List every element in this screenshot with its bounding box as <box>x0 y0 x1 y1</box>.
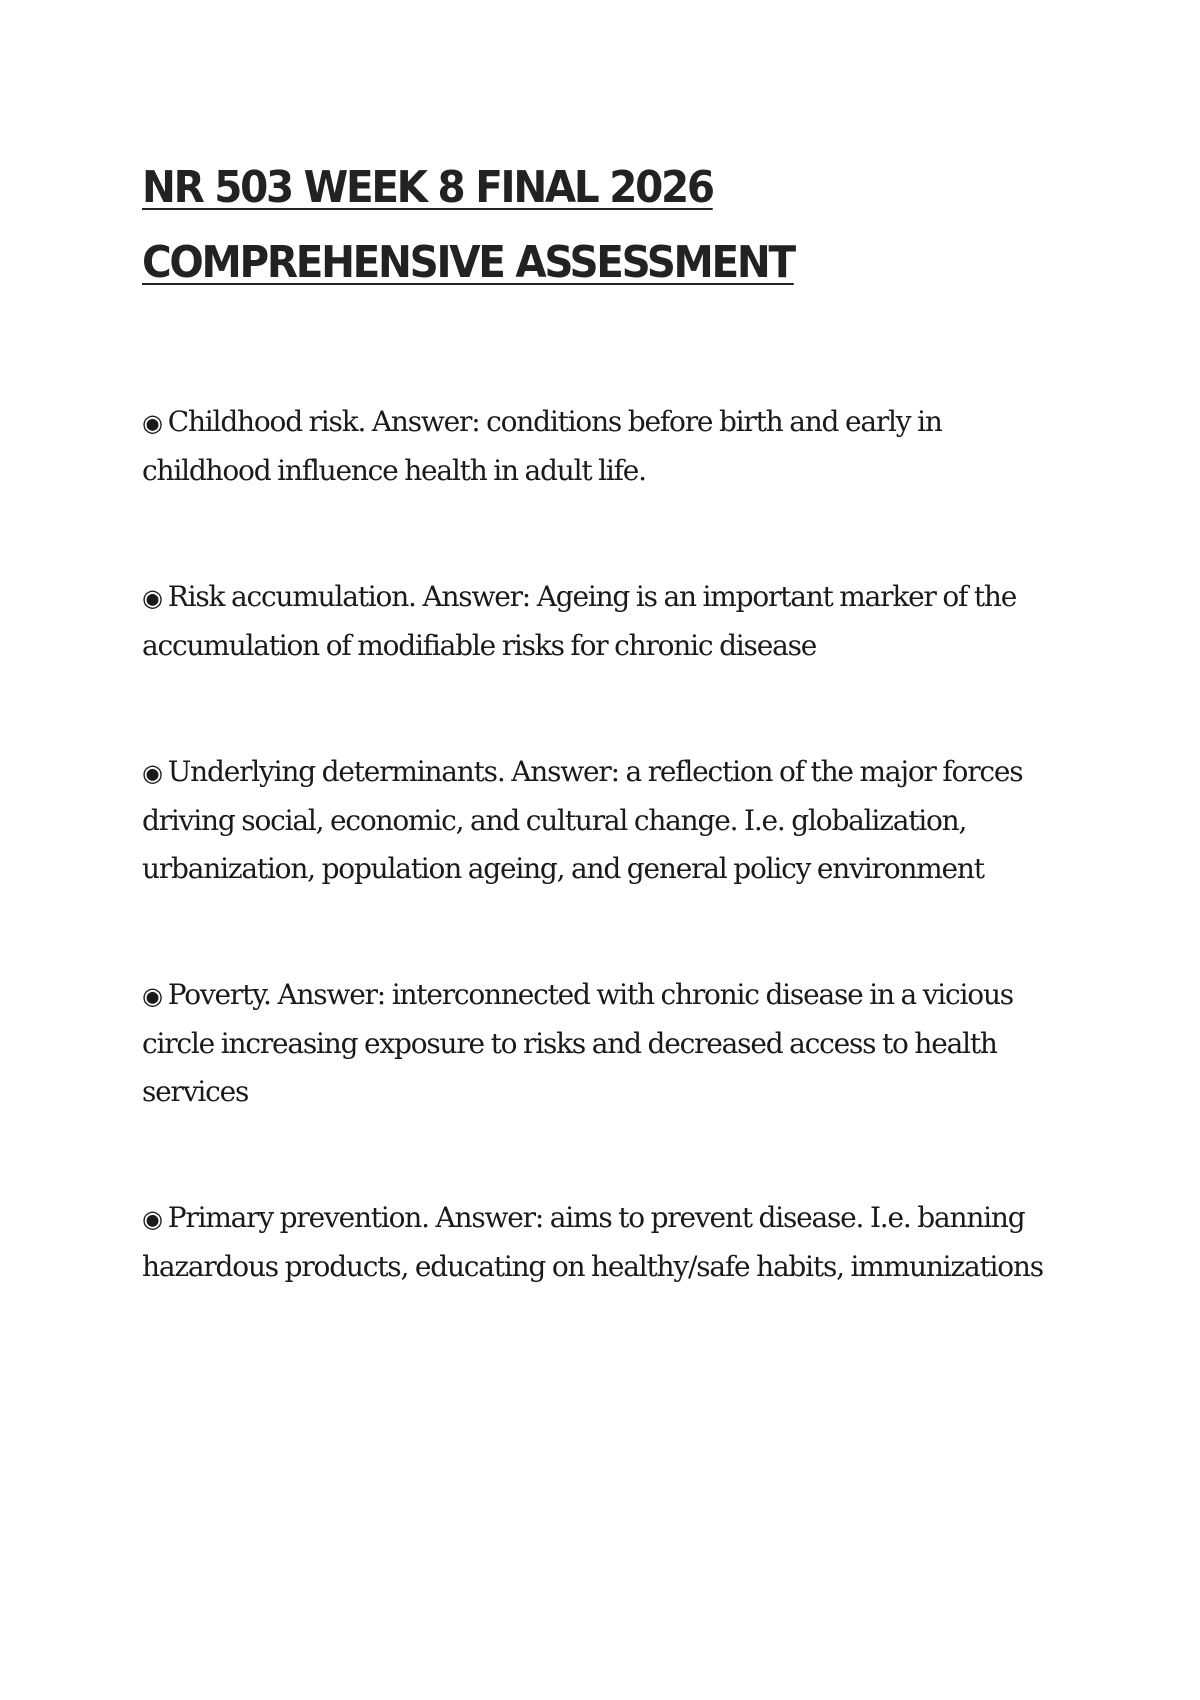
list-item <box>142 573 1067 670</box>
qa-list <box>142 398 1067 1369</box>
radio-bullet-icon: ◉ <box>142 1205 162 1233</box>
radio-bullet-icon: ◉ <box>142 584 162 612</box>
radio-bullet-icon: ◉ <box>142 982 162 1010</box>
document-title: NR 503 WEEK 8 FINAL 2026 COMPREHENSIVE ASSESSMENT <box>142 162 794 288</box>
qa-item-text: Childhood risk. Answer: conditions before birth and early in childhood influence health in adult life. <box>142 405 942 487</box>
list-item <box>142 971 1067 1116</box>
radio-bullet-icon: ◉ <box>142 409 162 437</box>
qa-item-text: Primary prevention. Answer: aims to prevent disease. I.e. banning hazardous products, educating on healthy/safe habits, immunizations <box>142 1201 1043 1283</box>
qa-item-text: Risk accumulation. Answer: Ageing is an important marker of the accumulation of modifiable risks for chronic disease <box>142 580 1017 662</box>
list-item <box>142 1194 1067 1291</box>
qa-item-text: Poverty. Answer: interconnected with chronic disease in a vicious circle increasing exposure to risks and decreased access to health services <box>142 978 1013 1108</box>
list-item <box>142 748 1067 893</box>
radio-bullet-icon: ◉ <box>142 759 162 787</box>
list-item <box>142 398 1067 495</box>
qa-item-text: Underlying determinants. Answer: a reflection of the major forces driving social, economic, and cultural change. I.e. globalization, urbanization, population ageing, and general policy environment <box>142 755 1023 885</box>
